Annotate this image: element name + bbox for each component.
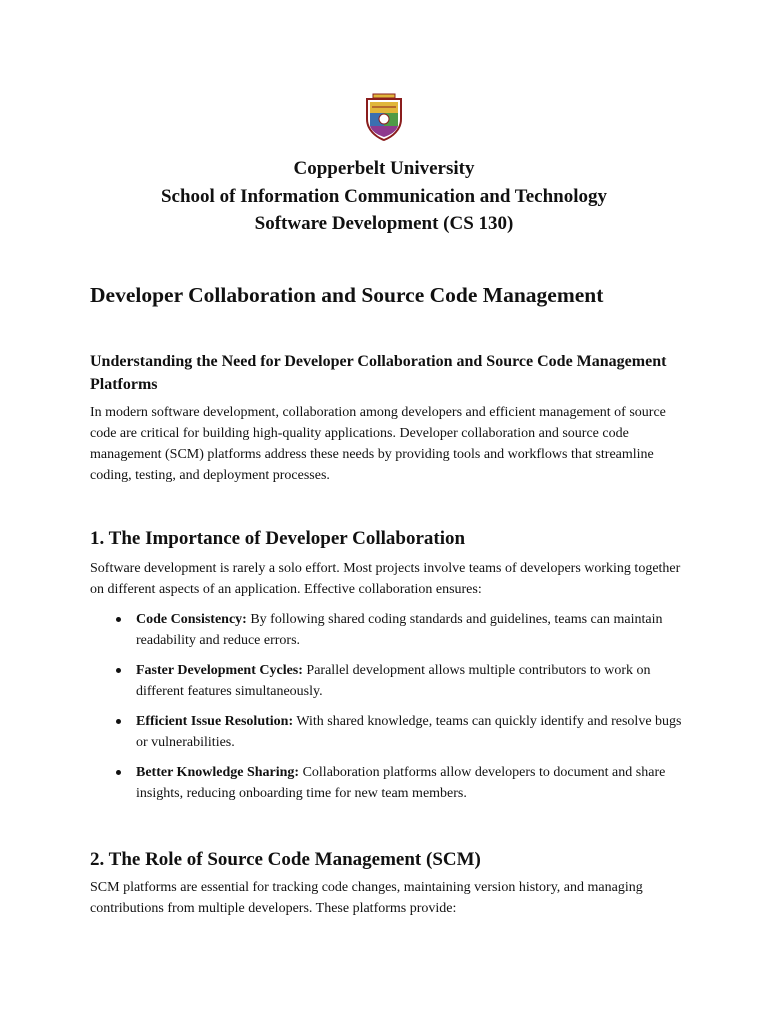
bullet-icon [116, 668, 121, 673]
bullet-text: With shared knowledge, teams can quickly identify and resolve bugs or vulnerabilities. [136, 714, 682, 750]
university-crest-icon [364, 93, 404, 141]
school-name: School of Information Communication and Technology [160, 185, 608, 207]
section-1-paragraph: Software development is rarely a solo effort. Most projects involve teams of developers working together on different aspects of an application. Effective collaboration ensures: [90, 561, 681, 597]
bullet-term: Faster Development Cycles: [136, 663, 303, 678]
section-2-paragraph: SCM platforms are essential for tracking code changes, maintaining version history, and managing contributions from multiple developers. These platforms provide: [90, 880, 643, 916]
university-name: Copperbelt University [293, 158, 475, 179]
course-name: Software Development (CS 130) [254, 213, 514, 234]
document-header [0, 155, 768, 238]
bullet-icon [116, 617, 121, 622]
list-item [90, 609, 690, 651]
bullet-icon [116, 770, 121, 775]
document-title: Developer Collaboration and Source Code Management [90, 283, 604, 307]
list-item [90, 711, 690, 753]
intro-paragraph: In modern software development, collaboration among developers and efficient management of source code are critical for building high-quality applications. Developer collaboration and source code management (SCM) platforms address these needs by providing tools and workflows that streamline coding, testing, and deployment processes. [90, 405, 666, 483]
collaboration-benefits-list [90, 609, 690, 813]
bullet-icon [116, 719, 121, 724]
section-1-heading: 1. The Importance of Developer Collaboration [90, 528, 466, 549]
bullet-text: Parallel development allows multiple contributors to work on different features simultaneously. [136, 663, 651, 699]
list-item [90, 660, 690, 702]
bullet-term: Efficient Issue Resolution: [136, 714, 294, 729]
bullet-text: Collaboration platforms allow developers to document and share insights, reducing onboarding time for new team members. [136, 765, 666, 801]
intro-subheading: Understanding the Need for Developer Collaboration and Source Code Management Platforms [90, 353, 667, 393]
bullet-term: Code Consistency: [136, 612, 247, 627]
bullet-text: By following shared coding standards and guidelines, teams can maintain readability and reduce errors. [136, 612, 663, 648]
list-item [90, 762, 690, 804]
section-2-heading: 2. The Role of Source Code Management (SCM) [90, 849, 481, 870]
bullet-term: Better Knowledge Sharing: [136, 765, 300, 780]
